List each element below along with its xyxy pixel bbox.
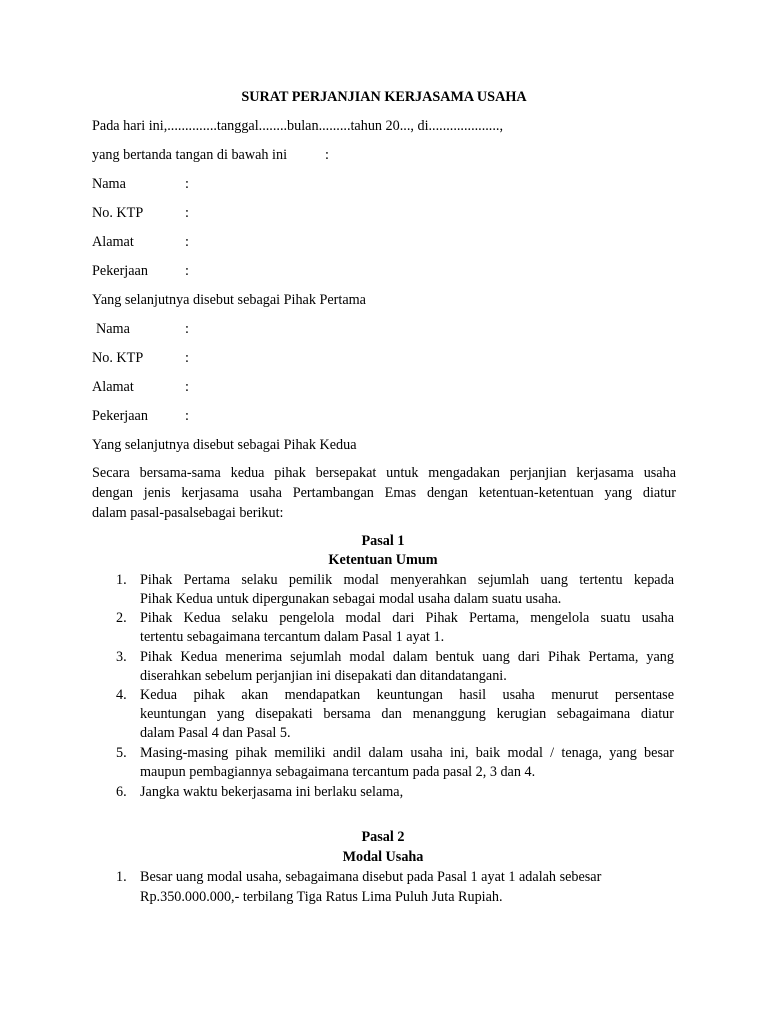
pasal1-heading: Pasal 1 (361, 533, 405, 549)
list-item-line: Pihak Kedua untuk dipergunakan sebagai modal usaha dalam suatu usaha. (140, 591, 562, 607)
list-item-line: maupun pembagiannya sebagaimana tercantum pada pasal 2, 3 dan 4. (140, 764, 536, 780)
list-item-line: Jangka waktu bekerjasama ini berlaku selama, (140, 784, 404, 800)
signer-colon: : (325, 147, 329, 163)
list-item-line: keuntungan yang disepakati bersama dan menanggung kerugian sebagaimana diatur (140, 706, 674, 722)
party2-ktp-colon: : (185, 350, 189, 366)
list-item-line: tertentu sebagaimana tercantum dalam Pasal 1 ayat 1. (140, 629, 445, 645)
signer-line: yang bertanda tangan di bawah ini (92, 147, 288, 163)
list-item-line: dalam Pasal 4 dan Pasal 5. (140, 725, 291, 741)
party2-address-label: Alamat (92, 379, 134, 395)
list-item-line: Pihak Kedua menerima sejumlah modal dalam bentuk uang dari Pihak Pertama, yang (140, 649, 674, 665)
list-item-number: 1. (116, 572, 127, 588)
list-item-number: 2. (116, 610, 127, 626)
intro-line: Secara bersama-sama kedua pihak bersepakat untuk mengadakan perjanjian kerjasama usaha (92, 465, 676, 481)
party1-name-label: Nama (92, 176, 126, 192)
intro-line: dalam pasal-pasalsebagai berikut: (92, 505, 284, 521)
list-item-line: Rp.350.000.000,- terbilang Tiga Ratus Lima Puluh Juta Rupiah. (140, 889, 503, 905)
party1-ktp-colon: : (185, 205, 189, 221)
list-item-line: Pihak Pertama selaku pemilik modal menyerahkan sejumlah uang tertentu kepada (140, 572, 674, 588)
pasal1-subheading: Ketentuan Umum (328, 552, 438, 568)
list-item-line: diserahkan sebelum perjanjian ini disepakati dan ditandatangani. (140, 668, 507, 684)
list-item-line: Kedua pihak akan mendapatkan keuntungan hasil usaha menurut persentase (140, 687, 674, 703)
party1-job-colon: : (185, 263, 189, 279)
party2-job-label: Pekerjaan (92, 408, 148, 424)
party1-designation: Yang selanjutnya disebut sebagai Pihak Pertama (92, 292, 366, 308)
list-item-number: 5. (116, 745, 127, 761)
party2-address-colon: : (185, 379, 189, 395)
party2-ktp-label: No. KTP (92, 350, 144, 366)
pasal2-subheading: Modal Usaha (342, 849, 424, 865)
document-title: SURAT PERJANJIAN KERJASAMA USAHA (241, 89, 527, 105)
list-item-line: Masing-masing pihak memiliki andil dalam usaha ini, baik modal / tenaga, yang besar (140, 745, 674, 761)
party2-name-label: Nama (96, 321, 130, 337)
list-item-number: 6. (116, 784, 127, 800)
pasal2-heading: Pasal 2 (361, 829, 405, 845)
party1-address-colon: : (185, 234, 189, 250)
party2-job-colon: : (185, 408, 189, 424)
list-item-number: 4. (116, 687, 127, 703)
party1-ktp-label: No. KTP (92, 205, 144, 221)
party2-name-colon: : (185, 321, 189, 337)
list-item-number: 1. (116, 869, 127, 885)
list-item-line: Pihak Kedua selaku pengelola modal dari Pihak Pertama, mengelola suatu usaha (140, 610, 674, 626)
party1-job-label: Pekerjaan (92, 263, 148, 279)
party1-name-colon: : (185, 176, 189, 192)
list-item-line: Besar uang modal usaha, sebagaimana disebut pada Pasal 1 ayat 1 adalah sebesar (140, 869, 602, 885)
opening-line: Pada hari ini,..............tanggal........bulan.........tahun 20..., di...................., (92, 118, 503, 134)
party1-address-label: Alamat (92, 234, 134, 250)
list-item-number: 3. (116, 649, 127, 665)
intro-line: dengan jenis kerjasama usaha Pertambangan Emas dengan ketentuan-ketentuan yang diatur (92, 485, 676, 501)
party2-designation: Yang selanjutnya disebut sebagai Pihak Kedua (92, 437, 357, 453)
